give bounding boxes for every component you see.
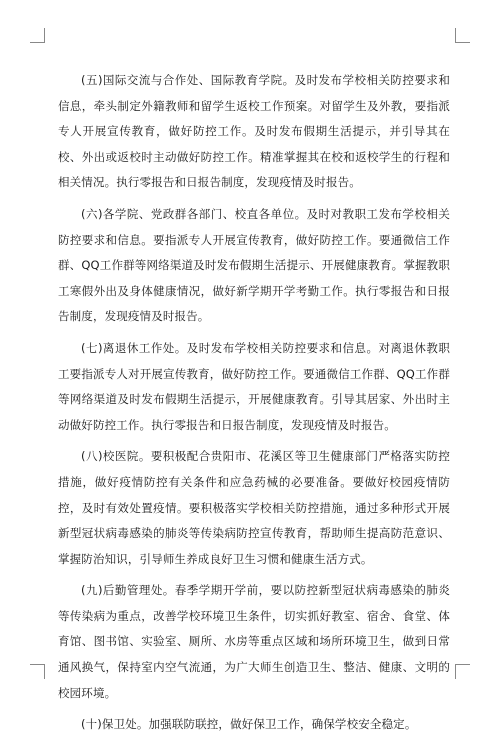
- paragraph-international-exchange: (五)国际交流与合作处、国际教育学院。及时发布学校相关防控要求和信息，牵头制定外籍教师和留学生返校工作预案。对留学生及外教，要指派专人开展宣传教育，做好防控工作。及时发布假期生活提示，并引导其在校、外出或返校时主动做好防控工作。精准掌握其在校和返校学生的行程和相关情况。执行零报告和日报告制度，发现疫情及时报告。: [58, 73, 450, 190]
- crop-mark-bottom-right: [455, 664, 470, 679]
- paragraph-school-hospital: (八)校医院。要积极配合贵阳市、花溪区等卫生健康部门严格落实防控措施，做好疫情防控有关条件和应急药械的必要准备。要做好校园疫情防控，及时有效处置疫情。要积极落实学校相关防控措施，通过多种形式开展新型冠状病毒感染的肺炎等传染病防控宣传教育，帮助师生提高防范意识、掌握防治知识，引导师生养成良好卫生习惯和健康生活方式。: [58, 449, 450, 566]
- crop-mark-top-left: [30, 28, 45, 43]
- paragraph-retirement-office: (七)离退休工作处。及时发布学校相关防控要求和信息。对离退休教职工要指派专人对开展宣传教育，做好防控工作。要通微信工作群、QQ工作群等网络渠道及时发布假期生活提示，开展健康教育。引导其居家、外出时主动做好防控工作。执行零报告和日报告制度，发现疫情及时报告。: [58, 340, 450, 432]
- paragraph-security-office: (十)保卫处。加强联防联控，做好保卫工作，确保学校安全稳定。: [81, 717, 417, 732]
- crop-mark-bottom-left: [30, 664, 45, 679]
- paragraph-colleges-departments: (六)各学院、党政群各部门、校直各单位。及时对教职工发布学校相关防控要求和信息。要指派专人开展宣传教育，做好防控工作。要通微信工作群、QQ工作群等网络渠道及时发布假期生活提示、开展健康教育。掌握教职工寒假外出及身体健康情况，做好新学期开学考勤工作。执行零报告和日报告制度，发现疫情及时报告。: [58, 206, 450, 324]
- paragraph-logistics-office: (九)后勤管理处。春季学期开学前，要以防控新型冠状病毒感染的肺炎等传染病为重点，改善学校环境卫生条件，切实抓好教室、宿舍、食堂、体育馆、图书馆、实验室、厕所、水房等重点区域和场所环境卫生，做到日常通风换气，保持室内空气流通，为广大师生创造卫生、整洁、健康、文明的校园环境。: [58, 583, 450, 700]
- document-body: [58, 68, 450, 744]
- crop-mark-top-right: [455, 28, 470, 43]
